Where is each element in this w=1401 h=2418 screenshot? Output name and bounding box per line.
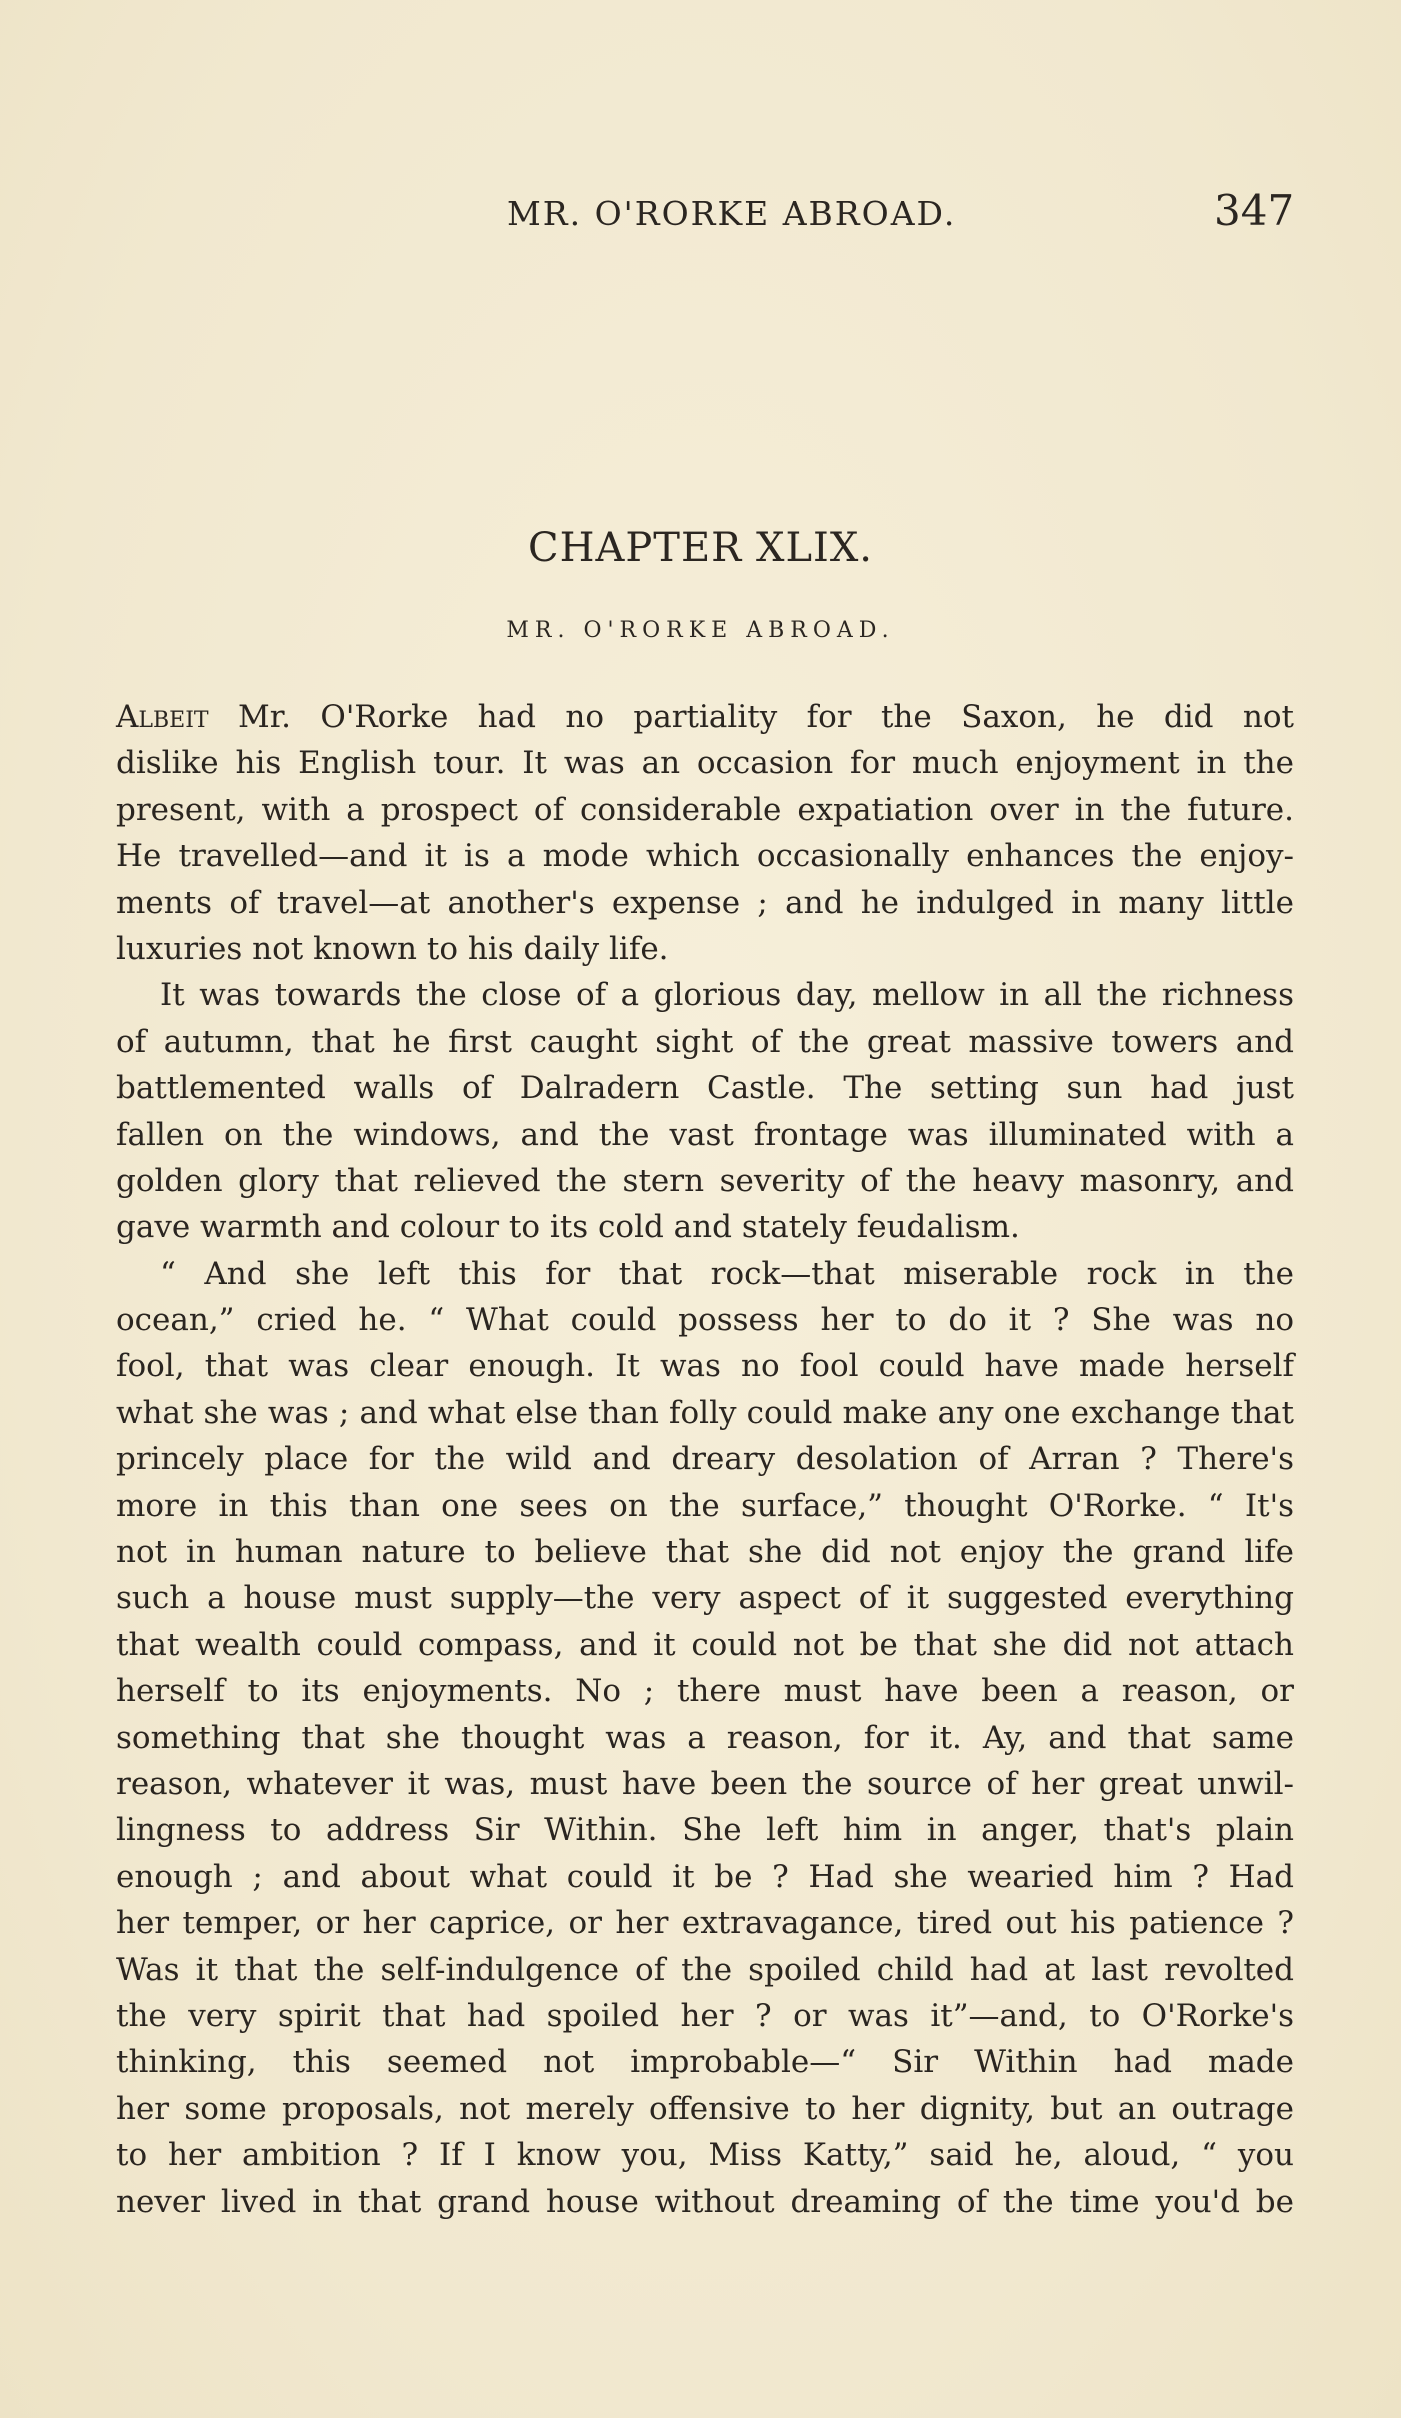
text-line: more in this than one sees on the surface,” thought O'Rorke. “ It's (116, 1487, 1294, 1524)
text-line: never lived in that grand house without dreaming of the time you'd be (116, 2183, 1294, 2220)
text-line: gave warmth and colour to its cold and stately feudalism. (116, 1209, 1020, 1246)
text-line: fallen on the windows, and the vast frontage was illuminated with a (116, 1116, 1294, 1153)
text-line: herself to its enjoyments. No ; there must have been a reason, or (116, 1673, 1294, 1710)
text-line: thinking, this seemed not improbable—“ Sir Within had made (116, 2044, 1294, 2081)
text-line: princely place for the wild and dreary desolation of Arran ? There's (116, 1441, 1294, 1478)
text-line: He travelled—and it is a mode which occasionally enhances the enjoy- (116, 838, 1294, 875)
text-line: to her ambition ? If I know you, Miss Katty,” said he, aloud, “ you (116, 2137, 1294, 2174)
text-line: present, with a prospect of considerable expatiation over in the future. (116, 791, 1294, 828)
text-line: something that she thought was a reason, for it. Ay, and that same (116, 1719, 1294, 1756)
page-number: 347 (1214, 186, 1295, 235)
text-line: enough ; and about what could it be ? Had she wearied him ? Had (116, 1858, 1294, 1895)
text-line: ments of travel—at another's expense ; and he indulged in many little (116, 884, 1294, 921)
text-line: of autumn, that he first caught sight of the great massive towers and (116, 1023, 1294, 1060)
text-line: Was it that the self-indulgence of the spoiled child had at last revolted (116, 1951, 1294, 1988)
text-line: battlemented walls of Dalradern Castle. The setting sun had just (116, 1070, 1294, 1107)
text-line: It was towards the close of a glorious day, mellow in all the richness (160, 977, 1294, 1014)
text-line (116, 694, 1294, 740)
text-line-content: Mr. O'Rorke had no partiality for the Saxon, he did not (208, 699, 1294, 735)
text-line: her some proposals, not merely offensive to her dignity, but an outrage (116, 2090, 1294, 2127)
text-line: her temper, or her caprice, or her extravagance, tired out his patience ? (116, 1905, 1294, 1942)
running-head-title: MR. O'RORKE ABROAD. (507, 194, 957, 233)
text-line: that wealth could compass, and it could not be that she did not attach (116, 1626, 1294, 1663)
text-line: lingness to address Sir Within. She left him in anger, that's plain (116, 1812, 1294, 1849)
text-line: reason, whatever it was, must have been the source of her great unwil- (116, 1765, 1294, 1802)
body-text (116, 694, 1294, 2225)
chapter-title: CHAPTER XLIX. (527, 525, 874, 571)
text-line: luxuries not known to his daily life. (116, 930, 669, 967)
drop-lead-word: Albeit (116, 699, 209, 735)
text-line: such a house must supply—the very aspect of it suggested everything (116, 1580, 1294, 1617)
text-line: not in human nature to believe that she did not enjoy the grand life (116, 1534, 1294, 1571)
text-line: dislike his English tour. It was an occasion for much enjoyment in the (116, 745, 1294, 782)
text-line: golden glory that relieved the stern severity of the heavy masonry, and (116, 1162, 1294, 1199)
text-line: “ And she left this for that rock—that miserable rock in the (160, 1255, 1294, 1292)
text-line: fool, that was clear enough. It was no fool could have made herself (116, 1348, 1294, 1385)
text-line: what she was ; and what else than folly could make any one exchange that (116, 1394, 1294, 1431)
text-line: the very spirit that had spoiled her ? or was it”—and, to O'Rorke's (116, 1997, 1294, 2034)
text-line: ocean,” cried he. “ What could possess her to do it ? She was no (116, 1302, 1294, 1339)
chapter-subtitle: MR. O'RORKE ABROAD. (506, 618, 895, 643)
